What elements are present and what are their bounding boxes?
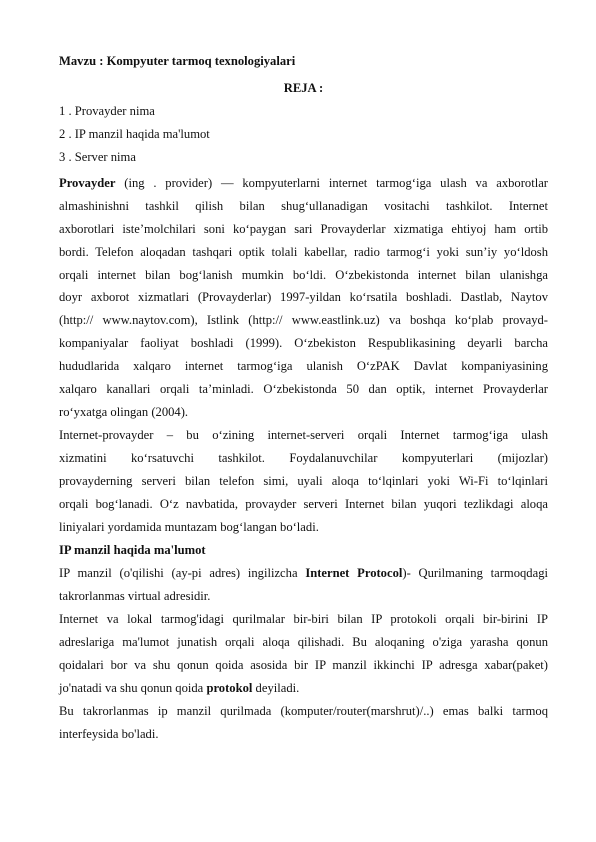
- plan-list: [59, 100, 548, 169]
- ip-heading: IP manzil haqida ma'lumot: [59, 543, 206, 557]
- term-internet-protocol: Internet Protocol: [305, 566, 403, 580]
- plan-item: 2 . IP manzil haqida ma'lumot: [59, 126, 210, 141]
- paragraph-provider: Provayder (ing . provider) — kompyuterlarni internet tarmog‘iga ulash va axborotlar almashinishni tashkil qilish bilan shug‘ullanadigan vositachi tashkilot. Internet axborotlari iste’molchilari soni ko‘paygan sari Provayderlar xizmatiga ehtiyoj ham ortib bordi. Telefon aloqadan tashqari optik tolali kabellar, radio tarmog‘i yoki sun’iy yo‘ldosh orqali internet bilan bog‘lanish mumkin bo‘ldi. O‘zbekistonda internet bilan ulanishga doyr axborot xizmatlari (Provayderlar) 1997-yildan ko‘rsatila boshladi. Dastlab, Naytov (http:// www.naytov.com), Istlink (http:// www.eastlink.uz) va boshqa ko‘plab provayd- kompaniyalar faoliyat boshladi (1999). O‘zbekiston Respublikasining deyarli barcha hududlarida xalqaro internet tarmog‘iga ulanish O‘zPAK Davlat kompaniyasining xalqaro kanallari orqali ta’minladi. O‘zbekistonda 50 dan optik, internet Provayderlar ro‘yxatga olingan (2004).: [59, 176, 548, 419]
- plan-item: 3 . Server nima: [59, 149, 136, 164]
- term-protokol: protokol: [206, 680, 253, 695]
- plan-heading: REJA :: [283, 81, 324, 95]
- term-provider: Provayder: [59, 176, 116, 190]
- plan-item: 1 . Provayder nima: [59, 104, 155, 118]
- paragraph-internet-provider: Internet-provayder – bu o‘zining internet-serveri orqali Internet tarmog‘iga ulash xizmatini ko‘rsatuvchi tashkilot. Foydalanuvchilar kompyuterlari (mijozlar) provayderning serveri bilan telefon simi, uyali aloqa to‘lqinlari yoki Wi-Fi to‘lqinlari orqali bog‘lanadi. O‘z navbatida, provayder serveri Internet bilan yuqori tezlikdagi aloqa liniyalari yordamida muntazam bog‘langan bo‘ladi.: [59, 428, 548, 534]
- paragraph-ip-interface: Bu takrorlanmas ip manzil qurilmada (komputer/router(marshrut)/..) emas balki tarmoq interfeysida bo'ladi.: [59, 704, 548, 741]
- paragraph-ip-definition: IP manzil (o'qilishi (ay-pi adres) ingilizcha Internet Protocol)- Qurilmaning tarmoqdagi takrorlanmas virtual adresidir.: [59, 566, 548, 603]
- document-title: Mavzu : Kompyuter tarmoq texnologiyalari: [59, 54, 296, 68]
- paragraph-ip-communication: Internet va lokal tarmog'idagi qurilmalar bir-biri bilan IP protokoli orqali bir-birini IP adreslariga ma'lumot junatish orqali aloqa qilishadi. Bu aloqaning o'ziga yarasha qonun qoidalari bor va shu qonun qoida asosida bir IP manzil ikkinchi IP adresga xabar(paket) jo'natadi va shu qonun qoida protokol deyiladi.: [59, 612, 548, 695]
